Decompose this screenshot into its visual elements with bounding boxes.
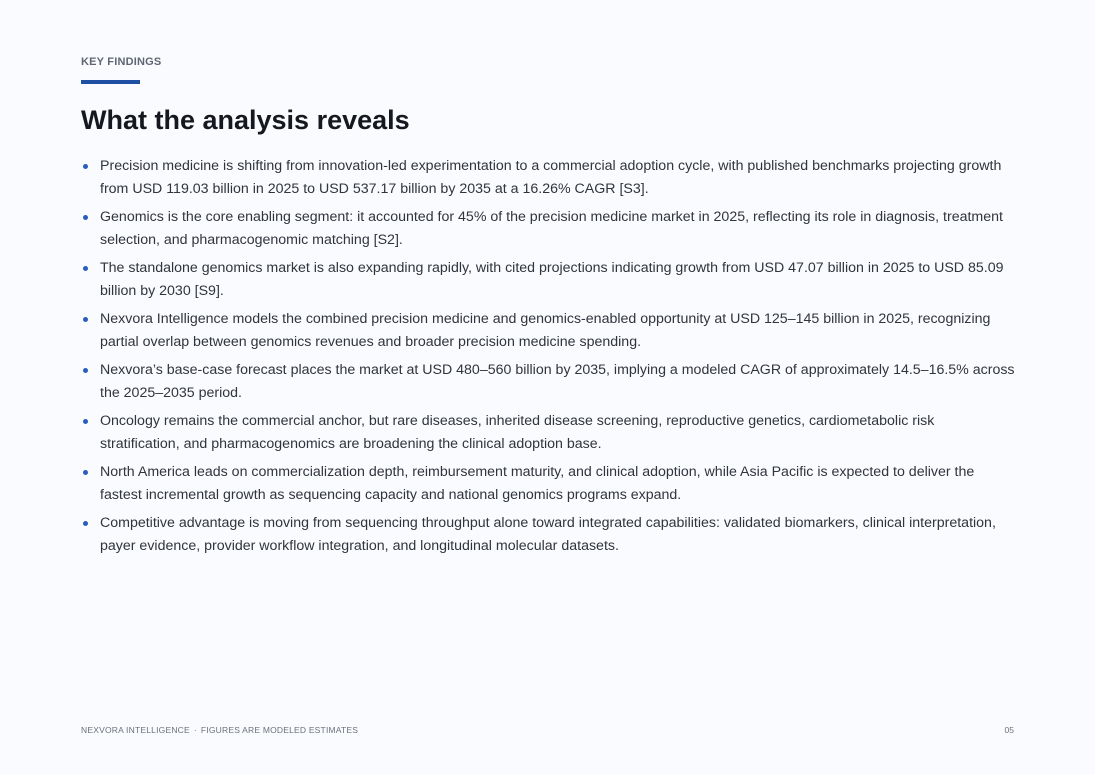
finding-item — [81, 257, 1016, 302]
accent-bar — [81, 80, 140, 84]
bullet-dot-icon — [83, 521, 88, 526]
bullet-dot-icon — [83, 419, 88, 424]
bullet-dot-icon — [83, 317, 88, 322]
footer-disclaimer: FIGURES ARE MODELED ESTIMATES — [200, 725, 359, 735]
finding-text: Genomics is the core enabling segment: it accounted for 45% of the precision medicine market in 2025, reflecting its role in diagnosis, treatment selection, and pharmacogenomic matching [S2]. — [100, 209, 1003, 248]
section-label: KEY FINDINGS — [81, 56, 162, 68]
report-page — [81, 0, 1016, 774]
bullet-dot-icon — [83, 266, 88, 271]
footer-note — [81, 725, 358, 735]
footer-separator: · — [193, 725, 197, 735]
bullet-dot-icon — [83, 215, 88, 220]
finding-text: Precision medicine is shifting from innovation-led experimentation to a commercial adoption cycle, with published benchmarks projecting growth from USD 119.03 billion in 2025 to USD 537.17 billion by 2035 at a 16.26% CAGR [S3]. — [100, 158, 1002, 197]
finding-text: Nexvora Intelligence models the combined precision medicine and genomics-enabled opportunity at USD 125–145 billion in 2025, recognizing partial overlap between genomics revenues and broader precision medicine spending. — [100, 311, 991, 350]
finding-text: The standalone genomics market is also expanding rapidly, with cited projections indicating growth from USD 47.07 billion in 2025 to USD 85.09 billion by 2030 [S9]. — [100, 260, 1004, 299]
finding-text: Nexvora’s base-case forecast places the market at USD 480–560 billion by 2035, implying a modeled CAGR of approximately 14.5–16.5% across the 2025–2035 period. — [100, 362, 1015, 401]
footer-brand: NEXVORA INTELLIGENCE — [81, 725, 190, 735]
finding-text: North America leads on commercialization depth, reimbursement maturity, and clinical adoption, while Asia Pacific is expected to deliver the fastest incremental growth as sequencing capacity and national genomics programs expand. — [100, 464, 975, 503]
bullet-dot-icon — [83, 368, 88, 373]
finding-item — [81, 512, 1016, 557]
page-number: 05 — [1004, 725, 1014, 735]
finding-text: Oncology remains the commercial anchor, but rare diseases, inherited disease screening, reproductive genetics, cardiometabolic risk stratification, and pharmacogenomics are broadening the clinical adoption base. — [100, 413, 935, 452]
finding-item — [81, 155, 1016, 200]
bullet-dot-icon — [83, 164, 88, 169]
bullet-dot-icon — [83, 470, 88, 475]
finding-item — [81, 410, 1016, 455]
finding-text: Competitive advantage is moving from sequencing throughput alone toward integrated capabilities: validated biomarkers, clinical interpretation, payer evidence, provider workflow integration, and longitudinal molecular datasets. — [100, 515, 996, 554]
finding-item — [81, 461, 1016, 506]
finding-item — [81, 206, 1016, 251]
finding-item — [81, 359, 1016, 404]
findings-list — [81, 155, 1016, 563]
page-title: What the analysis reveals — [81, 105, 410, 135]
finding-item — [81, 308, 1016, 353]
